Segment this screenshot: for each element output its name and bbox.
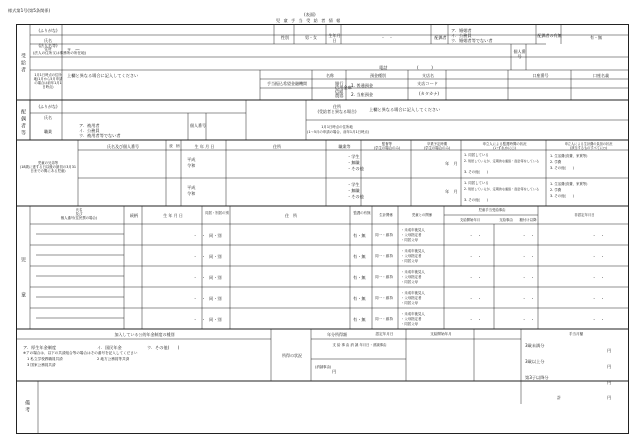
child-livelihood-value[interactable]: 同一・維持 — [375, 275, 393, 279]
spouse-section-label: 配偶者等 — [20, 109, 26, 137]
child-status-2[interactable]: ・同居父母 — [401, 301, 418, 305]
gender-value[interactable]: 男・女 — [305, 35, 317, 40]
spouse-option-a[interactable]: ア．婚姻者 — [451, 28, 472, 33]
pension-option-a[interactable]: ア．厚生年金制度 — [23, 345, 57, 350]
child-section-label: 児童 — [20, 257, 26, 327]
spouse-label: 配偶者 — [434, 35, 447, 40]
sib2-cond-2[interactable]: 3. その他( ) — [464, 198, 488, 202]
child-end-date[interactable]: ・ ・ — [592, 233, 605, 238]
child-col-guard: 監護の有無 — [353, 211, 371, 215]
sib2-job-0[interactable]: ・学生 — [347, 182, 360, 187]
sib1-cond-0[interactable]: 1. 同居している — [464, 153, 489, 157]
child-col-end-date: 非認定年月日 — [574, 213, 595, 217]
pension-label: 加入している公的年金制度の種別 — [114, 332, 175, 337]
sib2-cond-1[interactable]: 2. 別居しているが、定期的な連絡・面会等をしている — [464, 187, 540, 191]
dob-label: 生年月日 — [328, 33, 341, 43]
child-livelihood-value[interactable]: 同一・維持 — [375, 317, 393, 321]
child-status-0[interactable]: ・未成年後見人 — [401, 228, 425, 232]
sib1-job-1[interactable]: ・無職 — [347, 160, 360, 165]
form-sheet — [16, 24, 629, 434]
pension-sub-2[interactable]: 3 国家公務員共済 — [27, 363, 56, 367]
spouse-option-c[interactable]: ウ．婚姻者等でない者 — [451, 38, 493, 43]
sib1-ym[interactable]: 年 月 — [445, 161, 458, 166]
account-label: 口座番号 — [532, 73, 549, 78]
child-end-date[interactable]: ・ ・ — [592, 275, 605, 280]
spouse-jan1-label: 1月1日時点の住所地 (1～5月の申請の場合、前年1月1日時点) — [307, 125, 370, 134]
child-status-2[interactable]: ・同居父母 — [401, 280, 418, 284]
dob-value[interactable]: ・ ・ — [381, 35, 393, 40]
child-guard-value[interactable]: 有・無 — [353, 275, 366, 280]
bank-type-0[interactable]: 銀行 — [335, 81, 344, 86]
sib1-cond-2[interactable]: 3. その他( ) — [464, 170, 488, 174]
child-dob-value[interactable]: ・ ・ — [193, 275, 206, 280]
applicant-section-label: 受給者 — [20, 53, 26, 74]
phone-parens[interactable]: ( ) — [417, 65, 433, 70]
age-group-0: 3歳未満分 — [525, 343, 545, 348]
bank-type-3[interactable]: 農協 — [335, 93, 344, 98]
child-col-dob: 生 年 月 日 — [163, 213, 183, 218]
form-number: 様式第1号(第5条関係) — [8, 8, 51, 13]
child-reg-start-date[interactable]: ・ ・ — [469, 254, 482, 259]
child-reg-mid-date[interactable]: ・ ・ — [522, 317, 535, 322]
spouse-address-note: 上欄と異なる場合に記入してください — [369, 107, 441, 112]
code-label: 支店コード — [417, 81, 438, 86]
yen-2: 円 — [607, 380, 612, 385]
child-reg-mid-date[interactable]: ・ ・ — [522, 296, 535, 301]
child-col-reg-mid: 支給事由 — [499, 218, 513, 222]
child-dob-value[interactable]: ・ ・ — [193, 296, 206, 301]
spouse-presence-label: 配偶者の有無 — [537, 33, 562, 38]
spouse-furigana-label: (ふりがな) — [38, 104, 58, 109]
jan1-note: 上欄と異なる場合に記入してください — [67, 73, 139, 78]
deposit-option-0[interactable]: 1. 普通預金 — [351, 83, 374, 88]
child-status-0[interactable]: ・未成年後見人 — [401, 291, 425, 295]
child-status-1[interactable]: ・父母指定者 — [401, 275, 422, 279]
child-reg-mid-date[interactable]: ・ ・ — [522, 275, 535, 280]
code-kana: (カタカナ) — [419, 91, 440, 96]
child-reg-start-date[interactable]: ・ ・ — [469, 275, 482, 280]
sib1-era-1[interactable]: 令和 — [187, 163, 196, 168]
sib-col-school: 卒業予定時期 (学生の場合のみ) — [423, 142, 451, 150]
child-dob-value[interactable]: ・ ・ — [193, 233, 206, 238]
payment-month-label: 支給開始年月 — [430, 332, 452, 336]
spouse-job-c[interactable]: ウ．被用者等でない者 — [79, 133, 121, 138]
child-guard-value[interactable]: 有・無 — [353, 233, 366, 238]
child-reg-start-date[interactable]: ・ ・ — [469, 317, 482, 322]
pension-option-b[interactable]: イ．国民年金 — [97, 345, 122, 350]
child-reg-mid-date[interactable]: ・ ・ — [522, 254, 535, 259]
deposit-option-1[interactable]: 2. 当座預金 — [351, 92, 374, 97]
sib-col-relation2: 申立人による生計費の負担の状況 (該当するものすべてに○) — [564, 142, 613, 150]
income-year-label: 年分所得額 — [327, 332, 347, 337]
spouse-name-label: 氏名 — [44, 115, 52, 120]
yen-1: 円 — [607, 364, 612, 369]
child-col-status: 児童との関係 — [411, 213, 433, 217]
child-guard-value[interactable]: 有・無 — [353, 254, 366, 259]
child-dob-value[interactable]: ・ ・ — [193, 254, 206, 259]
child-end-date[interactable]: ・ ・ — [592, 254, 605, 259]
sib2-era-0[interactable]: 平成 — [187, 185, 196, 190]
sib-col-relation: 続 柄 — [169, 144, 180, 148]
child-col-livelihood: 生計関係 — [379, 213, 393, 217]
spouse-presence-value[interactable]: 有・無 — [590, 35, 602, 40]
child-dob-value[interactable]: ・ ・ — [193, 317, 206, 322]
sib2-rel-2[interactable]: 3. その他( ) — [550, 194, 574, 198]
child-col-relation: 続柄 — [130, 213, 138, 218]
spouse-job-label: 職業 — [44, 129, 52, 134]
child-col-name: 氏名 及び 個人番号(住民票の場合) — [60, 208, 98, 220]
address-prefix[interactable]: 〒 ― — [67, 47, 80, 52]
child-col-address: 住 所 — [285, 213, 297, 218]
child-status-2[interactable]: ・同居父母 — [401, 238, 418, 242]
total-yen: 円 — [607, 395, 612, 400]
total-label: 計 — [557, 395, 562, 400]
child-reg-start-date[interactable]: ・ ・ — [469, 296, 482, 301]
sib1-rel-1[interactable]: 2. 学費 — [550, 160, 562, 164]
sib2-job-1[interactable]: ・無職 — [347, 188, 360, 193]
bank-name-label: 名称 — [326, 73, 334, 78]
child-cohabit-value[interactable]: 同・別 — [209, 254, 222, 259]
pension-sub-0[interactable]: 1 私立学校教職員共済 — [27, 357, 63, 361]
sib-col-condition: 申立人による監護時間の状況 (いずれかに○) — [482, 142, 527, 150]
income-year-date-label: 認定年月日 — [375, 332, 394, 336]
deposit-label: 預金種別 — [370, 73, 386, 78]
bank-label: 手当振込希望金融機関 — [267, 81, 307, 86]
child-cohabit-value[interactable]: 同・別 — [209, 275, 222, 280]
spouse-address-label: 住所 (受給者と異なる場合) — [317, 104, 357, 114]
spouse-personal-no-label: 個人番号 — [190, 123, 206, 128]
income-label: 所得の状況 — [282, 353, 302, 358]
note-label: 備考 — [24, 400, 30, 414]
child-col-reg-start: 支給開始年月 — [459, 218, 481, 222]
applicant-name-label: 氏名 (法人名等) — [38, 38, 58, 48]
child-col-reg-end: 額付け以降 — [519, 218, 537, 222]
child-end-date[interactable]: ・ ・ — [592, 296, 605, 301]
child-status-0[interactable]: ・未成年後見人 — [401, 249, 425, 253]
child-guard-value[interactable]: 有・無 — [353, 296, 366, 301]
child-status-1[interactable]: ・父母指定者 — [401, 317, 422, 321]
siblings-left-label: 児童の兄弟等 (18歳に達する日以後の最初の3月31日までの間にある児童) — [19, 161, 77, 174]
sib1-cond-1[interactable]: 2. 別居しているが、定期的な連絡・面会等をしている — [464, 159, 540, 163]
kana-note: (消滅事由) — [315, 365, 332, 369]
pension-note: ※アの場合は、以下の共済組合等の場合はその番号を記入してください — [23, 351, 138, 355]
sib2-rel-0[interactable]: 1. 生活費(食費、家賃等) — [550, 182, 588, 186]
child-guard-value[interactable]: 有・無 — [353, 317, 366, 322]
pension-option-c[interactable]: ウ．その他( ) — [147, 345, 180, 350]
age-group-1: 3歳以上分 — [525, 359, 545, 364]
child-col-reg-head: 児童手当受給事由 — [478, 208, 506, 212]
sib2-rel-1[interactable]: 2. 学費 — [550, 188, 562, 192]
holder-label: 口座名義 — [593, 73, 609, 78]
sib1-rel-0[interactable]: 1. 生活費(食費、家賃等) — [550, 154, 588, 158]
applicant-furigana-label: (ふりがな) — [38, 28, 58, 33]
address-label: 住所 (法人の住所又は事務所の所在地) — [33, 47, 87, 55]
sib1-job-2[interactable]: ・その他 — [347, 166, 364, 171]
child-status-2[interactable]: ・同居父母 — [401, 259, 418, 263]
sib-col-dob: 生 年 月 日 — [194, 144, 215, 149]
deduction-label: 支 給 事 由 消 滅 年月日・消滅事由 — [332, 343, 387, 347]
child-livelihood-value[interactable]: 同一・維持 — [375, 254, 393, 258]
gender-label: 性別 — [281, 35, 289, 40]
sib2-cond-0[interactable]: 1. 同居している — [464, 181, 489, 185]
child-cohabit-value[interactable]: 同・別 — [209, 233, 222, 238]
form-title: 児 童 手 当 受 給 者 情 報 — [276, 18, 342, 23]
sib-col-address: 住所 — [273, 144, 281, 149]
sib1-rel-2[interactable]: 3. その他( ) — [550, 166, 574, 170]
personal-no-label: 個人番号 — [513, 49, 526, 59]
child-cohabit-value[interactable]: 同・別 — [209, 317, 222, 322]
yen-0: 円 — [607, 348, 612, 353]
child-status-1[interactable]: ・父母指定者 — [401, 254, 422, 258]
child-status-1[interactable]: ・父母指定者 — [401, 296, 422, 300]
branch-label: 支店名 — [422, 73, 434, 78]
sib-col-name: 氏名及び個人番号 — [107, 144, 139, 149]
child-livelihood-value[interactable]: 同一・維持 — [375, 296, 393, 300]
child-status-0[interactable]: ・未成年後見人 — [401, 270, 425, 274]
child-reg-mid-date[interactable]: ・ ・ — [522, 233, 535, 238]
pension-sub-1[interactable]: 2 地方公務員等共済 — [97, 357, 130, 361]
spouse-job-b[interactable]: イ．公務員 — [79, 128, 100, 133]
sib1-job-0[interactable]: ・学生 — [347, 154, 360, 159]
income-amount[interactable]: 円 — [332, 369, 337, 374]
child-reg-start-date[interactable]: ・ ・ — [469, 233, 482, 238]
child-end-date[interactable]: ・ ・ — [592, 317, 605, 322]
bank-type-2[interactable]: 信組 — [335, 89, 344, 94]
child-livelihood-value[interactable]: 同一・維持 — [375, 233, 393, 237]
page-label: (表面) — [304, 12, 316, 17]
sib2-ym[interactable]: 年 月 — [445, 189, 458, 194]
jan1-label: 1月1日時点の住所地(1月から5月申請の場合は前年1月1日時点) — [33, 73, 63, 89]
sib-col-supervision: 監督等 (学生の場合のみ) — [373, 142, 401, 150]
child-status-2[interactable]: ・同居父母 — [401, 322, 418, 326]
child-status-1[interactable]: ・父母指定者 — [401, 233, 422, 237]
sib2-job-2[interactable]: ・その他 — [347, 194, 364, 199]
age-group-2: 第3子以降分 — [525, 375, 549, 380]
amount-label: 手当月額 — [568, 332, 584, 336]
child-status-0[interactable]: ・未成年後見人 — [401, 312, 425, 316]
spouse-job-a[interactable]: ア．被用者 — [79, 123, 100, 128]
spouse-option-b[interactable]: イ．公務員 — [451, 33, 472, 38]
form-grid — [16, 24, 629, 434]
sib2-era-1[interactable]: 令和 — [187, 191, 196, 196]
bank-type-1[interactable]: 信用金庫 — [335, 85, 352, 90]
child-col-cohabit: 同居・別居の別 — [205, 211, 229, 215]
sib1-era-0[interactable]: 平成 — [187, 157, 196, 162]
child-cohabit-value[interactable]: 同・別 — [209, 296, 222, 301]
phone-label: 電話 — [379, 65, 388, 70]
sib-col-job: 職業等 — [338, 144, 351, 149]
